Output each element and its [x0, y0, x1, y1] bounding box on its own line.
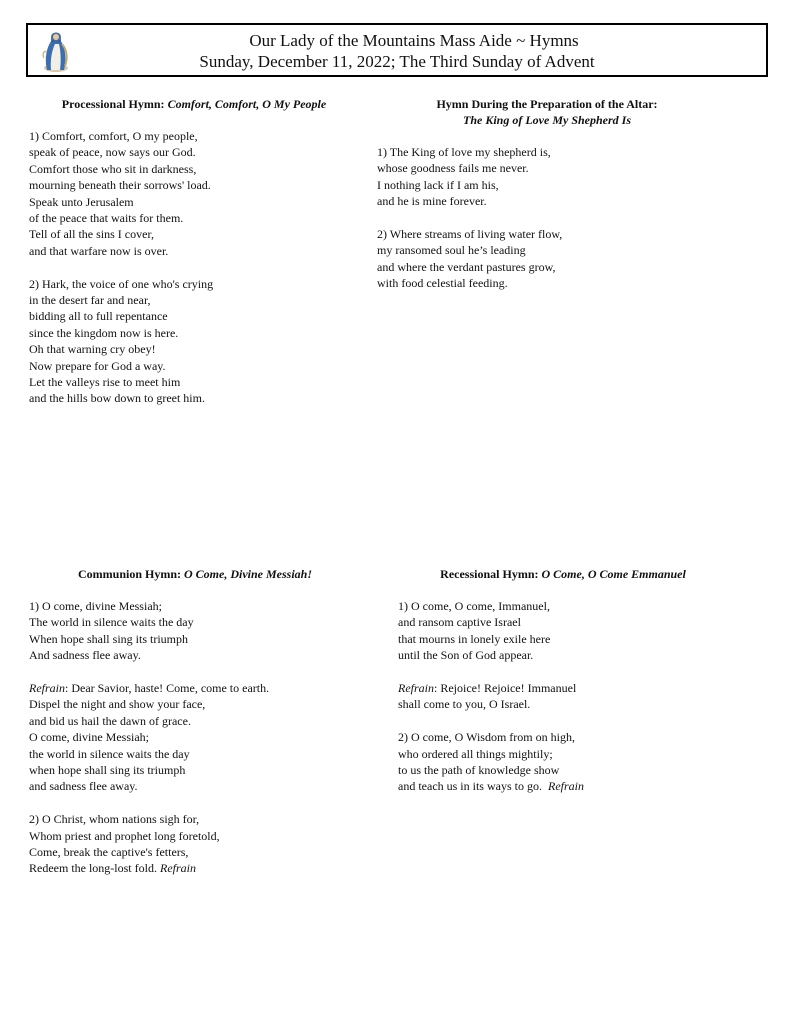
verse-line: Comfort those who sit in darkness,	[29, 161, 197, 176]
recessional-title	[398, 566, 728, 582]
verse-line: Speak unto Jerusalem	[29, 194, 134, 209]
verse-line	[29, 680, 361, 696]
verse-line: 1) O come, divine Messiah;	[29, 599, 162, 613]
header-title: Our Lady of the Mountains Mass Aide ~ Hymns	[249, 31, 579, 50]
preparation-label: Hymn During the Preparation of the Altar:	[436, 97, 658, 111]
verse-line: in the desert far and near,	[29, 293, 151, 308]
recessional-label: Recessional Hymn:	[440, 567, 542, 581]
verse-line: when hope shall sing its triumph	[29, 763, 186, 778]
verse-line	[398, 680, 728, 696]
verse-line: 2) Hark, the voice of one who's crying	[29, 276, 214, 291]
recessional-section	[398, 566, 728, 795]
preparation-hymn-name: The King of Love My Shepherd Is	[463, 113, 631, 127]
verse-line: and he is mine forever.	[377, 194, 487, 209]
verse-line: Tell of all the sins I cover,	[29, 227, 154, 242]
verse-line: Let the valleys rise to meet him	[29, 375, 181, 390]
verse-line: and bid us hail the dawn of grace.	[29, 713, 191, 728]
verse-line: to us the path of knowledge show	[398, 763, 560, 778]
verse-line: 1) O come, O come, Immanuel,	[398, 599, 550, 613]
recessional-refrain	[398, 680, 728, 713]
preparation-title	[377, 96, 717, 128]
verse-line: speak of peace, now says our God.	[29, 145, 196, 160]
verse-line: Whom priest and prophet long foretold,	[29, 828, 220, 843]
header-date: Sunday, December 11, 2022; The Third Sunday of Advent	[199, 52, 595, 71]
refrain-cue: Refrain	[547, 779, 584, 794]
recessional-verse-2	[398, 729, 728, 795]
verse-line	[29, 860, 361, 876]
communion-label: Communion Hymn:	[77, 567, 184, 581]
refrain-label: Refrain	[29, 681, 65, 696]
processional-verse-1	[29, 128, 359, 259]
verse-line: and where the verdant pastures grow,	[377, 259, 556, 274]
verse-line: 2) Where streams of living water flow,	[377, 227, 563, 242]
communion-section	[29, 566, 361, 877]
verse-line: bidding all to full repentance	[29, 309, 168, 324]
verse-line: 1) The King of love my shepherd is,	[377, 145, 551, 159]
verse-line: of the peace that waits for them.	[29, 211, 184, 226]
verse-line: and ransom captive Israel	[398, 615, 521, 630]
refrain-first-line: : Dear Savior, haste! Come, come to earth.	[65, 681, 270, 696]
verse-line: until the Son of God appear.	[398, 648, 534, 663]
recessional-verse-1	[398, 598, 728, 664]
verse-line: O come, divine Messiah;	[29, 730, 149, 745]
refrain-first-line: : Rejoice! Rejoice! Immanuel	[434, 681, 577, 696]
verse-line: my ransomed soul he’s leading	[377, 243, 526, 258]
communion-title	[29, 566, 361, 582]
verse-line: When hope shall sing its triumph	[29, 631, 188, 646]
refrain-cue: Refrain	[159, 861, 196, 876]
verse-line: 1) Comfort, comfort, O my people,	[29, 129, 198, 143]
verse-line: who ordered all things mightily;	[398, 746, 553, 761]
processional-verse-2	[29, 276, 359, 407]
verse-last-line: and teach us in its ways to go.	[398, 779, 548, 794]
verse-line: I nothing lack if I am his,	[377, 177, 499, 192]
communion-refrain	[29, 680, 361, 795]
verse-line: Dispel the night and show your face,	[29, 697, 206, 712]
verse-line: And sadness flee away.	[29, 648, 141, 663]
verse-line: since the kingdom now is here.	[29, 325, 179, 340]
verse-line	[398, 778, 728, 794]
preparation-verse-1	[377, 144, 717, 210]
verse-line: Oh that warning cry obey!	[29, 342, 156, 357]
verse-line: mourning beneath their sorrows' load.	[29, 178, 211, 193]
processional-title	[29, 96, 359, 112]
communion-verse-1	[29, 598, 361, 664]
header-box	[26, 23, 768, 77]
processional-hymn-name: Comfort, Comfort, O My People	[167, 97, 327, 111]
verse-line: The world in silence waits the day	[29, 615, 194, 630]
verse-line: and the hills bow down to greet him.	[29, 391, 205, 406]
verse-line: Come, break the captive's fetters,	[29, 845, 189, 860]
verse-line: with food celestial feeding.	[377, 276, 508, 291]
verse-line: the world in silence waits the day	[29, 746, 190, 761]
communion-hymn-name: O Come, Divine Messiah!	[184, 567, 313, 581]
verse-line: and that warfare now is over.	[29, 243, 169, 258]
verse-line: Now prepare for God a way.	[29, 358, 166, 373]
communion-verse-2	[29, 811, 361, 877]
verse-line: that mourns in lonely exile here	[398, 631, 551, 646]
preparation-verse-2	[377, 226, 717, 292]
processional-section	[29, 96, 359, 407]
verse-line: shall come to you, O Israel.	[398, 697, 531, 712]
verse-line: 2) O come, O Wisdom from on high,	[398, 730, 575, 745]
verse-line: whose goodness fails me never.	[377, 161, 529, 176]
refrain-label: Refrain	[398, 681, 434, 696]
preparation-section	[377, 96, 717, 292]
processional-label: Processional Hymn:	[61, 97, 168, 111]
verse-last-line: Redeem the long-lost fold.	[29, 861, 160, 876]
recessional-hymn-name: O Come, O Come Emmanuel	[541, 567, 686, 581]
verse-line: and sadness flee away.	[29, 779, 138, 794]
verse-line: 2) O Christ, whom nations sigh for,	[29, 812, 200, 827]
